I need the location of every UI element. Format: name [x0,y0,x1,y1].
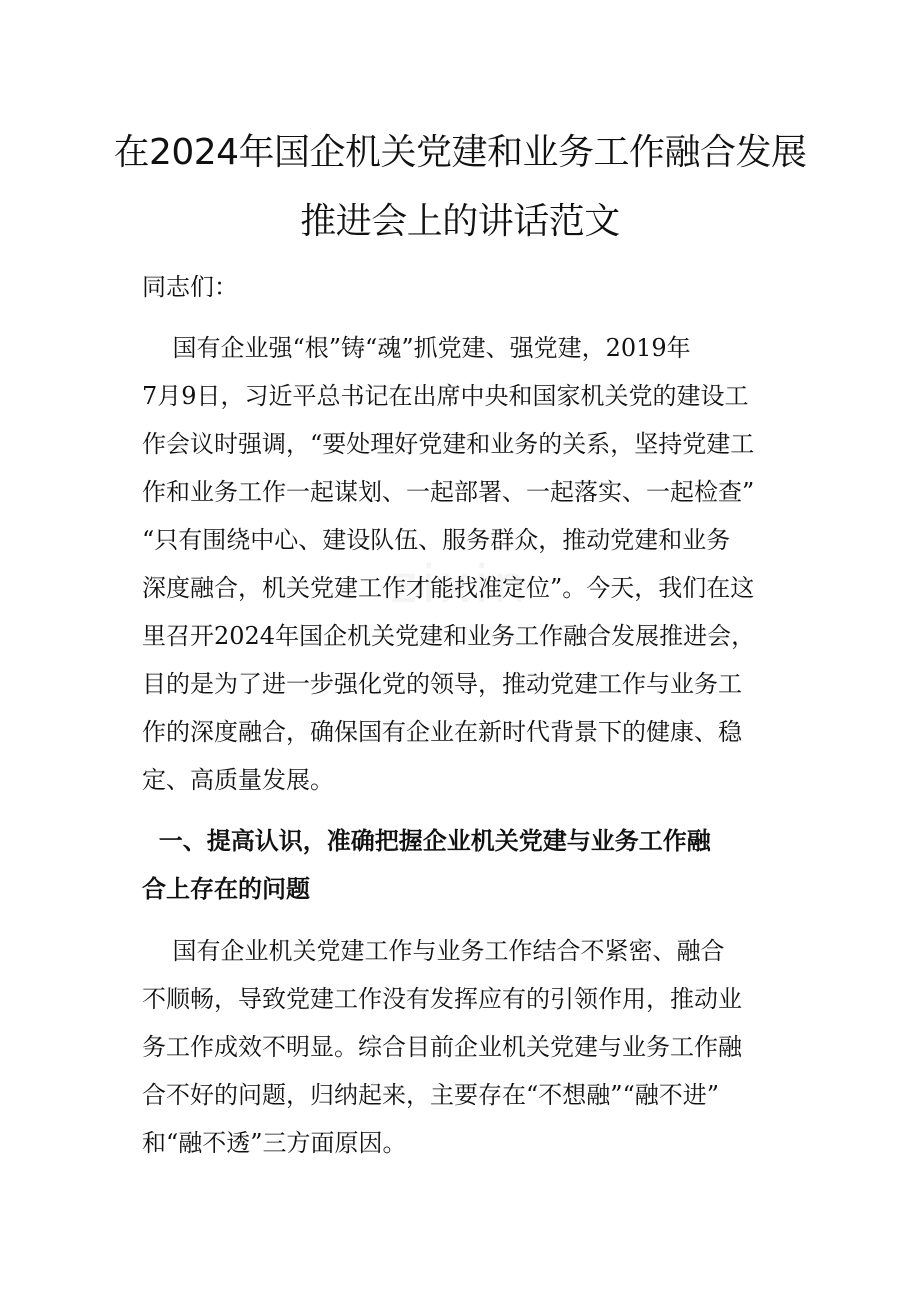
paragraph-1-line: 作和业务工作一起谋划、一起部署、一起落实、一起检查” [142,478,755,506]
paragraph-1-line: 7月9日，习近平总书记在出席中央和国家机关党的建设工 [142,382,749,410]
paragraph-1-line: 深度融合，机关党建工作才能找准定位”。今天，我们在这 [142,574,755,602]
paragraph-1-line: 作的深度融合，确保国有企业在新时代背景下的健康、稳 [142,718,742,746]
paragraph-1-line: “只有围绕中心、建设队伍、服务群众，推动党建和业务 [142,526,731,554]
document-title-line-2: 推进会上的讲话范文 [300,201,620,242]
paragraph-2-line: 国有企业机关党建工作与业务工作结合不紧密、融合 [142,937,725,965]
paragraph-1-line: 里召开2024年国企机关党建和业务工作融合发展推进会， [142,622,756,650]
paragraph-2-line: 务工作成效不明显。综合目前企业机关党建与业务工作融 [142,1033,742,1061]
paragraph-2-line: 和“融不透”三方面原因。 [142,1129,407,1157]
salutation: 同志们： [142,273,238,301]
section-heading-1-line: 一、提高认识，准确把握企业机关党建与业务工作融 [142,827,711,855]
paragraph-1-line: 国有企业强“根”铸“魂”抓党建、强党建，2019年 [142,334,691,362]
paragraph-1-line: 目的是为了进一步强化党的领导，推动党建工作与业务工 [142,670,742,698]
paragraph-2-line: 合不好的问题，归纳起来，主要存在“不想融”“融不进” [142,1081,720,1109]
paragraph-1-line: 定、高质量发展。 [142,766,334,794]
paragraph-2-line: 不顺畅，导致党建工作没有发挥应有的引领作用，推动业 [142,985,742,1013]
section-heading-1-line: 合上存在的问题 [142,875,310,903]
paragraph-1-line: 作会议时强调，“要处理好党建和业务的关系，坚持党建工 [142,430,755,458]
document-title-line-1: 在2024年国企机关党建和业务工作融合发展 [113,132,807,173]
